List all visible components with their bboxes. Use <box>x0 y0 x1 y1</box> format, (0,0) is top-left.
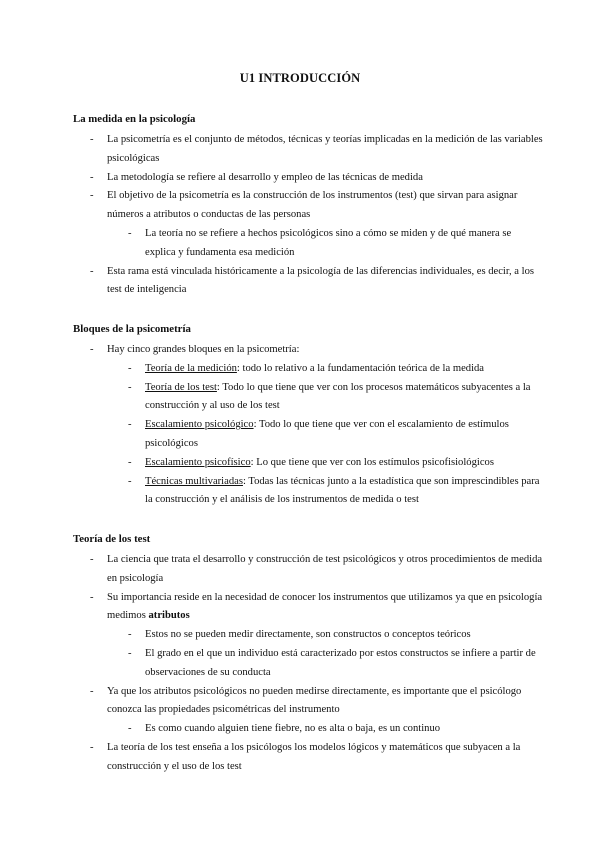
term-escalamiento-psicologico: Escalamiento psicológico <box>145 419 254 431</box>
term-description: : Lo que tiene que ver con los estímulos psicofisiológicos <box>250 456 494 468</box>
section-teoria-test <box>73 532 543 777</box>
list-medida <box>73 131 543 300</box>
list-item: - La teoría de los test enseña a los psicólogos los modelos lógicos y matemáticos que subyacen a la construcción y el uso de los test <box>73 739 543 777</box>
term-tecnicas-multivariadas: Técnicas multivariadas <box>145 475 243 487</box>
list-item: - El objetivo de la psicometría es la construcción de los instrumentos (test) que sirvan para asignar números a atributos o conductas de las personas <box>73 187 543 225</box>
term-escalamiento-psicofisico: Escalamiento psicofísico <box>145 456 251 468</box>
term-teoria-medicion: Teoría de la medición <box>145 362 237 374</box>
list-item: - Esta rama está vinculada históricamente a la psicología de las diferencias individuales, es decir, a los test de inteligencia <box>73 263 543 301</box>
sub-list-item <box>73 360 543 379</box>
list-item: - La ciencia que trata el desarrollo y construcción de test psicológicos y otros procedimientos de medida en psicología <box>73 551 543 589</box>
term-description: : Todo lo que tiene que ver con los procesos matemáticos subyacentes a la construcción y al uso de los test <box>145 381 531 412</box>
sub-list-item: - Estos no se pueden medir directamente, son constructos o conceptos teóricos <box>73 626 543 645</box>
term-teoria-test: Teoría de los test <box>145 381 217 393</box>
list-item <box>73 589 543 627</box>
list-teoria-test <box>73 551 543 777</box>
term-description: : Todas las técnicas junto a la estadística que son imprescindibles para la construcción y el análisis de los instrumentos de medida o test <box>145 475 540 506</box>
sub-list-item <box>73 473 543 511</box>
section-heading-bloques: Bloques de la psicometría <box>73 323 191 335</box>
sub-list-item: - El grado en el que un individuo está caracterizado por estos constructos se infiere a partir de observaciones de su conducta <box>73 645 543 683</box>
term-description: : todo lo relativo a la fundamentación teórica de la medida <box>236 362 485 374</box>
list-item: - Hay cinco grandes bloques en la psicometría: <box>73 341 543 360</box>
sub-list-item <box>73 454 543 473</box>
sub-list-item: - Es como cuando alguien tiene fiebre, no es alta o baja, es un continuo <box>73 720 543 739</box>
term-description: : Todo lo que tiene que ver con el escalamiento de estímulos psicológicos <box>145 419 509 449</box>
list-item: - La metodología se refiere al desarrollo y empleo de las técnicas de medida <box>73 169 543 188</box>
sub-list-item: - La teoría no se refiere a hechos psicológicos sino a cómo se miden y de qué manera se explica y fundamenta esa medición <box>73 225 543 263</box>
page-title: U1 INTRODUCCIÓN <box>239 71 361 85</box>
sub-list-item <box>73 379 543 417</box>
bold-term-atributos: atributos <box>148 610 190 622</box>
list-item: - Ya que los atributos psicológicos no pueden medirse directamente, es importante que el psicólogo conozca las propiedades psicométricas del instrumento <box>73 683 543 721</box>
section-heading-teoria-test: Teoría de los test <box>73 533 151 545</box>
list-bloques <box>73 341 543 510</box>
section-bloques <box>73 322 543 510</box>
list-item: - La psicometría es el conjunto de métodos, técnicas y teorías implicadas en la medición de las variables psicológicas <box>73 131 543 169</box>
sub-list-item <box>73 416 543 454</box>
section-medida <box>73 112 543 300</box>
section-heading-medida: La medida en la psicología <box>73 113 196 125</box>
list-item-text: Su importancia reside en la necesidad de conocer los instrumentos que utilizamos ya que en psicología medimos <box>107 591 543 622</box>
